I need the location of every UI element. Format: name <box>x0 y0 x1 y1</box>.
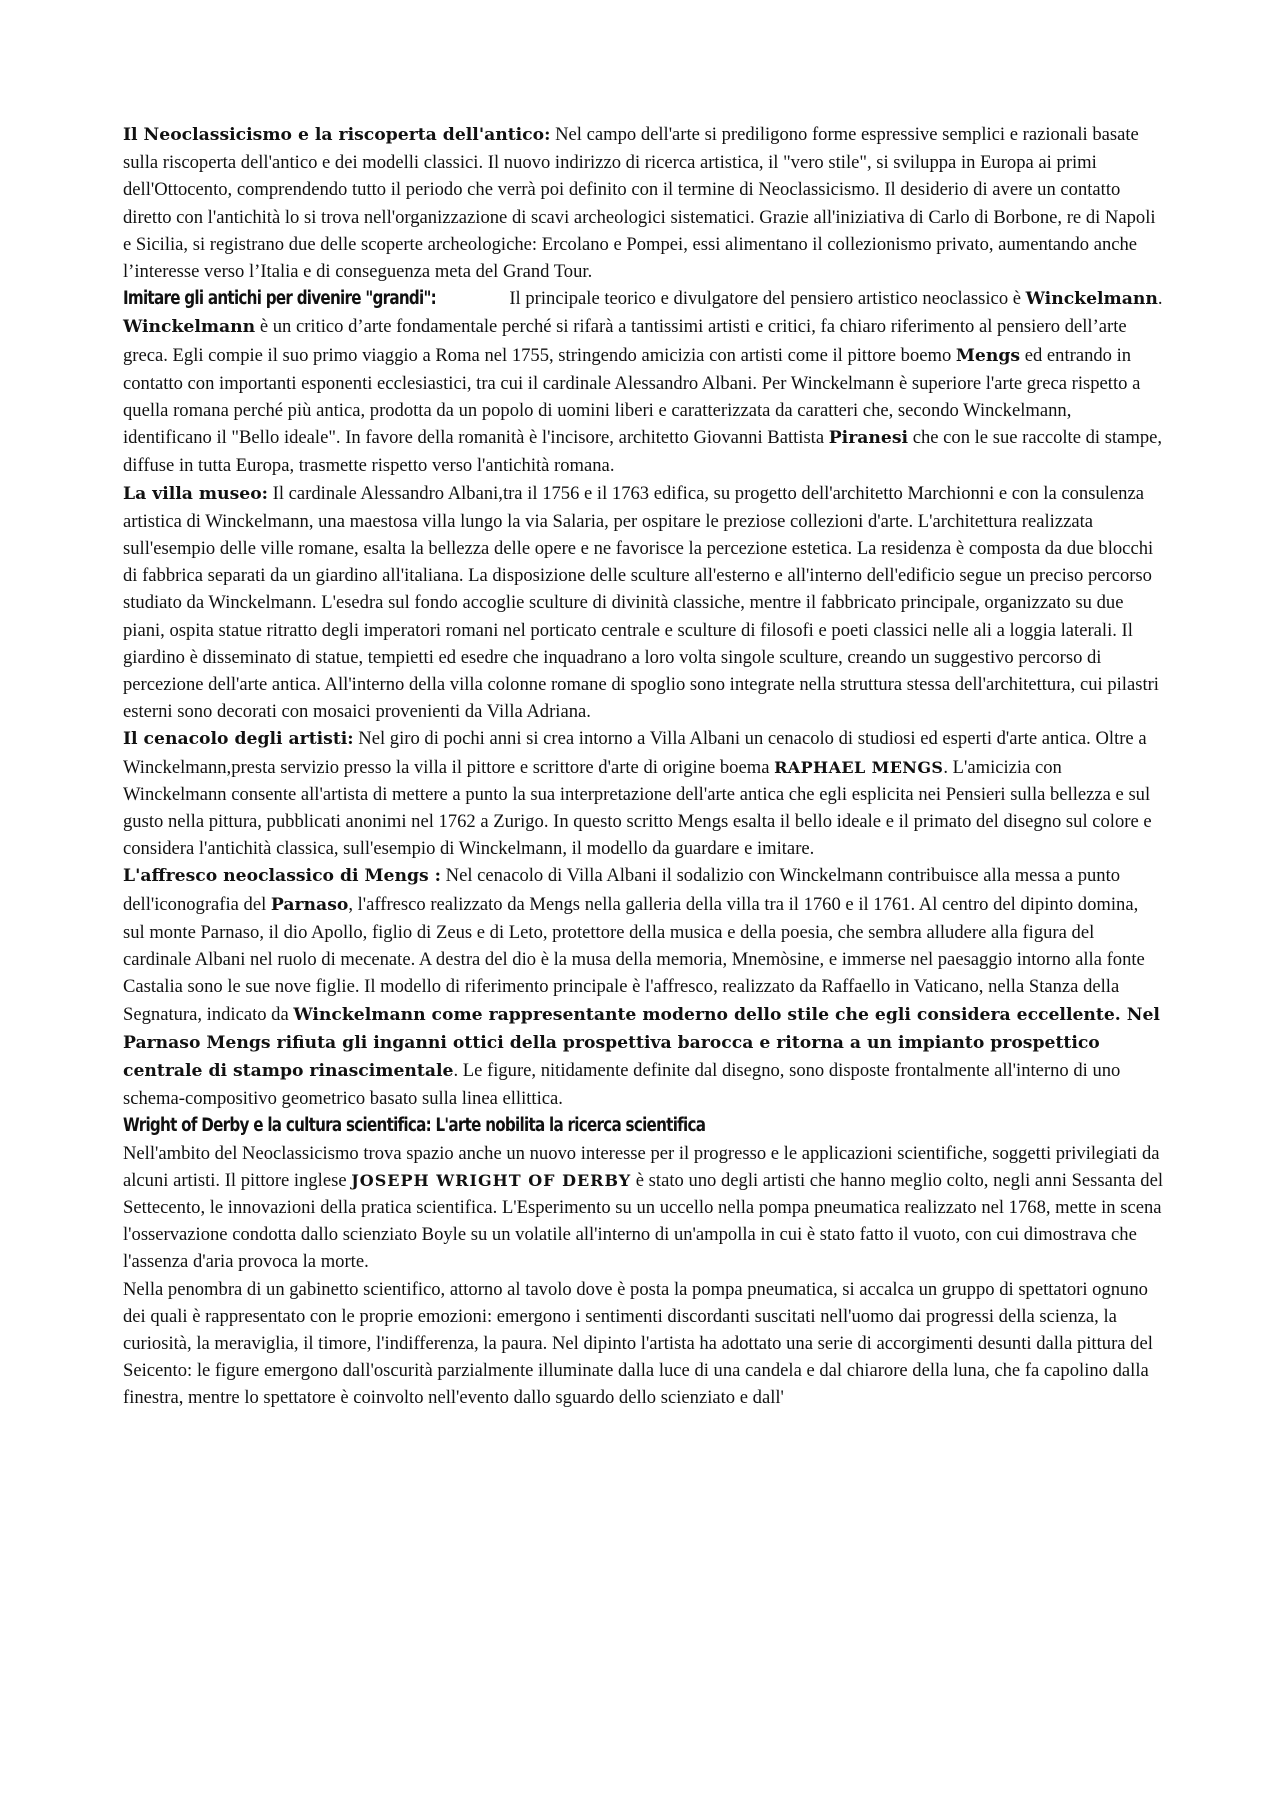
paragraph-wright-intro <box>123 1140 1163 1276</box>
heading-neoclassicismo: Il Neoclassicismo e la riscoperta dell'antico: <box>123 125 551 145</box>
paragraph-text: Nel campo dell'arte si prediligono forme espressive semplici e razionali basate sulla riscoperta dell'antico e dei modelli classici. Il nuovo indirizzo di ricerca artistica, il "vero stile", si sviluppa in Europa ai primi dell'Ottocento, comprendendo tutto il periodo che verrà poi definito con il termine di Neoclassicismo. Il desiderio di avere un contatto diretto con l'antichità lo si trova nell'organizzazione di scavi archeologici sistematici. Grazie all'iniziativa di Carlo di Borbone, re di Napoli e Sicilia, si registrano due delle scoperte archeologiche: Ercolano e Pompei, essi alimentano il collezionismo privato, aumentando anche l’interesse verso l’Italia e di conseguenza meta del Grand Tour. <box>123 124 1156 283</box>
paragraph-text: Nel giro di pochi anni si crea intorno a Villa Albani un cenacolo di studiosi ed esperti d'arte antica. Oltre a Winckelmann,presta servizio presso la villa il pittore e scrittore d'arte di origine boema <box>123 728 1147 778</box>
paragraph-cenacolo-artisti <box>123 725 1163 862</box>
paragraph-neoclassicismo <box>123 121 1163 285</box>
paragraph-text: Nel cenacolo di Villa Albani il sodalizio con Winckelmann contribuisce alla messa a punto dell'iconografia del <box>123 865 1121 915</box>
paragraph-wright-heading <box>123 1112 1163 1139</box>
paragraph-text: . <box>1157 288 1163 310</box>
decorative-name-wright: JOSEPH WRIGHT OF DERBY <box>351 1170 632 1190</box>
heading-wright-of-derby: Wright of Derby e la cultura scientifica: L'arte nobilita la ricerca scientifica <box>123 1115 706 1137</box>
bold-term: Parnaso <box>270 894 349 915</box>
heading-cenacolo-artisti: Il cenacolo degli artisti: <box>123 729 354 750</box>
paragraph-affresco-mengs <box>123 862 1163 1112</box>
heading-affresco-mengs: L'affresco neoclassico di Mengs : <box>123 866 442 887</box>
paragraph-villa-museo <box>123 480 1163 726</box>
paragraph-text: Nella penombra di un gabinetto scientifico, attorno al tavolo dove è posta la pompa pneumatica, si accalca un gruppo di spettatori ognuno dei quali è rappresentato con le proprie emozioni: emergono i sentimenti discordanti suscitati nell'uomo dai progressi della scienza, la curiosità, la meraviglia, il timore, l'indifferenza, la paura. Nel dipinto l'artista ha adottato una serie di accorgimenti desunti dalla pittura del Seicento: le figure emergono dall'oscurità parzialmente illuminate dalla luce di una candela e dal chiarore della luna, che fa capolino dalla finestra, mentre lo spettatore è coinvolto nell'evento dallo sguardo dello scienziato e dall' <box>123 1278 1153 1409</box>
heading-imitare-antichi: Imitare gli antichi per divenire "grandi": <box>123 288 437 310</box>
bold-term: Piranesi <box>828 428 909 449</box>
paragraph-text: . Le figure, nitidamente definite dal disegno, sono disposte frontalmente all'interno di uno schema-compositivo geometrico basato sulla linea ellittica. <box>123 1059 1121 1110</box>
paragraph-text: , l'affresco realizzato da Mengs nella galleria della villa tra il 1760 e il 1761. Al centro del dipinto domina, sul monte Parnaso, il dio Apollo, figlio di Zeus e di Leto, protettore della musica e della poesia, che sembra alludere alla figura del cardinale Albani nel ruolo di mecenate. A destra del dio è la musa della memoria, Mnemòsine, e immerse nel paesaggio intorno alla fonte Castalia sono le sue nove figlie. Il modello di riferimento principale è l'affresco, realizzato da Raffaello in Vaticano, nella Stanza della Segnatura, indicato da <box>123 893 1145 1025</box>
paragraph-text: che con le sue raccolte di stampe, diffuse in tutta Europa, trasmette rispetto verso l'antichità romana. <box>123 427 1163 477</box>
decorative-name-mengs: RAPHAEL MENGS <box>774 757 944 777</box>
paragraph-text: è un critico d’arte fondamentale perché si rifarà a tantissimi artisti e critici, fa chiaro riferimento al pensiero dell’arte greca. Egli compie il suo primo viaggio a Roma nel 1755, stringendo amicizia con artisti come il pittore boemo <box>123 316 1127 366</box>
bold-term: Winckelmann <box>1025 289 1158 310</box>
heading-villa-museo: La villa museo: <box>123 483 269 504</box>
paragraph-penombra <box>123 1276 1163 1412</box>
paragraph-text: è stato uno degli artisti che hanno meglio colto, negli anni Sessanta del Settecento, le innovazioni della pratica scientifica. L'Esperimento su un uccello nella pompa pneumatica realizzato nel 1768, mette in scena l'osservazione condotta dallo scienziato Boyle su un volatile all'interno di un'ampolla in cui è stato fatto il vuoto, con cui dimostrava che l'assenza d'aria provoca la morte. <box>123 1169 1163 1273</box>
document-page <box>123 121 1163 1412</box>
paragraph-text: Nell'ambito del Neoclassicismo trova spazio anche un nuovo interesse per il progresso e le applicazioni scientifiche, soggetti privilegiati da alcuni artisti. Il pittore inglese <box>123 1142 1160 1191</box>
paragraph-text: ed entrando in contatto con importanti esponenti ecclesiastici, tra cui il cardinale Alessandro Albani. Per Winckelmann è superiore l'arte greca rispetto a quella romana perché più antica, prodotta da un popolo di uomini liberi e caratterizzata da caratteri che, secondo Winckelmann, identificano il "Bello ideale". In favore della romanità è l'incisore, architetto Giovanni Battista <box>123 344 1141 449</box>
bold-term: Winckelmann <box>123 317 256 338</box>
bold-passage: Winckelmann come rappresentante moderno dello stile che egli considera eccellente. Nel Parnaso Mengs rifiuta gli inganni ottici della prospettiva barocca e ritorna a un impianto prospettico centrale di stampo rinascimentale <box>123 1004 1160 1081</box>
paragraph-text: . L'amicizia con Winckelmann consente all'artista di mettere a punto la sua interpretazione dell'arte antica che egli esplicita nei Pensieri sulla bellezza e sul gusto nella pittura, pubblicati anonimi nel 1762 a Zurigo. In questo scritto Mengs esalta il bello ideale e il primato del disegno sul colore e considera l'antichità classica, sull'esempio di Winckelmann, il modello da guardare e imitare. <box>123 756 1152 860</box>
paragraph-text: Il principale teorico e divulgatore del pensiero artistico neoclassico è <box>504 288 1026 310</box>
paragraph-imitare-antichi <box>123 285 1163 479</box>
paragraph-text: Il cardinale Alessandro Albani,tra il 1756 e il 1763 edifica, su progetto dell'architetto Marchionni e con la consulenza artistica di Winckelmann, una maestosa villa lungo la via Salaria, per ospitare le preziose collezioni d'arte. L'architettura realizzata sull'esempio delle ville romane, esalta la bellezza delle opere e ne favorisce la percezione estetica. La residenza è composta da due blocchi di fabbrica separati da un giardino all'italiana. La disposizione delle sculture all'esterno e all'interno dell'edificio segue un preciso percorso studiato da Winckelmann. L'esedra sul fondo accoglie sculture di divinità classiche, mentre il fabbricato principale, organizzato su due piani, ospita statue ritratto degli imperatori romani nel porticato centrale e sculture di filosofi e poeti classici nelle ali a loggia laterali. Il giardino è disseminato di statue, tempietti ed esedre che inquadrano a loro volta singole sculture, creando un suggestivo percorso di percezione dell'arte antica. All'interno della villa colonne romane di spoglio sono integrate nella struttura stessa dell'architettura, cui pilastri esterni sono decorati con mosaici provenienti da Villa Adriana. <box>123 482 1159 723</box>
bold-term: Mengs <box>955 345 1021 366</box>
